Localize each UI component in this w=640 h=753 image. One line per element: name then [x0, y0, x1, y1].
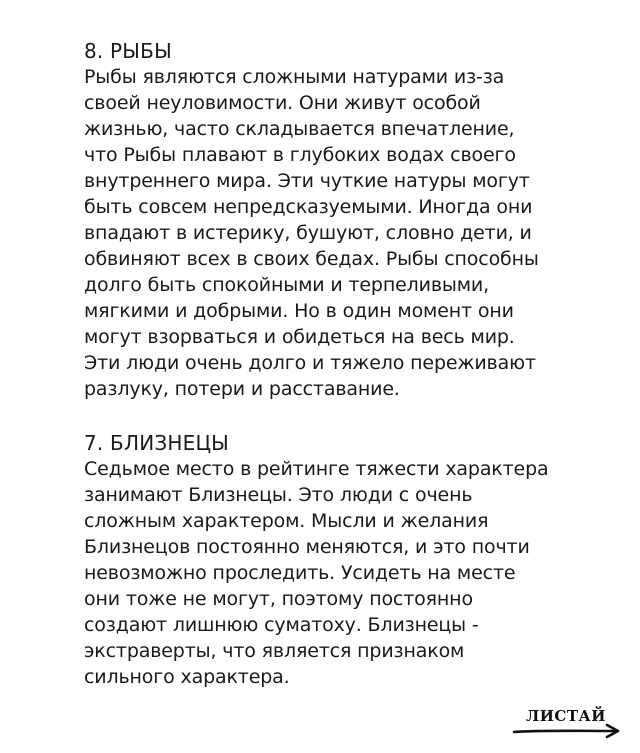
- text-line: невозможно проследить. Усидеть на месте: [84, 562, 516, 584]
- arrow-right-icon: [512, 723, 622, 739]
- text-line: создают лишнюю суматоху. Близнецы -: [84, 614, 479, 636]
- text-line: обвиняют всех в своих бедах. Рыбы способны: [84, 248, 539, 270]
- text-line: внутреннего мира. Эти чуткие натуры могут: [84, 170, 530, 192]
- text-line: разлуку, потери и расставание.: [84, 378, 400, 400]
- text-line: впадают в истерику, бушуют, словно дети, и: [84, 222, 532, 244]
- text-line: Седьмое место в рейтинге тяжести характера: [84, 458, 549, 480]
- text-line: Эти люди очень долго и тяжело переживают: [84, 352, 536, 374]
- section-pisces: [84, 38, 584, 402]
- text-line: своей неуловимости. Они живут особой: [84, 92, 481, 114]
- text-line: мягкими и добрыми. Но в один момент они: [84, 300, 514, 322]
- text-line: Рыбы являются сложными натурами из-за: [84, 66, 505, 88]
- text-line: Близнецов постоянно меняются, и это почти: [84, 536, 530, 558]
- article: [84, 38, 584, 690]
- text-line: могут взорваться и обидеться на весь мир.: [84, 326, 515, 348]
- text-line: жизнью, часто складывается впечатление,: [84, 118, 515, 140]
- text-line: занимают Близнецы. Это люди с очень: [84, 484, 473, 506]
- text-line: что Рыбы плавают в глубоких водах своего: [84, 144, 516, 166]
- text-line: они тоже не могут, поэтому постоянно: [84, 588, 473, 610]
- text-line: экстраверты, что является признаком: [84, 640, 465, 662]
- section-gemini: [84, 430, 584, 690]
- section-heading: 8. РЫБЫ: [84, 39, 172, 63]
- section-heading: 7. БЛИЗНЕЦЫ: [84, 431, 230, 455]
- text-line: долго быть спокойными и терпеливыми,: [84, 274, 489, 296]
- swipe-label: ЛИСТАЙ: [526, 707, 606, 725]
- text-line: сложным характером. Мысли и желания: [84, 510, 489, 532]
- text-line: сильного характера.: [84, 666, 290, 688]
- text-line: быть совсем непредсказуемыми. Иногда они: [84, 196, 533, 218]
- swipe-next-button[interactable]: [512, 703, 622, 743]
